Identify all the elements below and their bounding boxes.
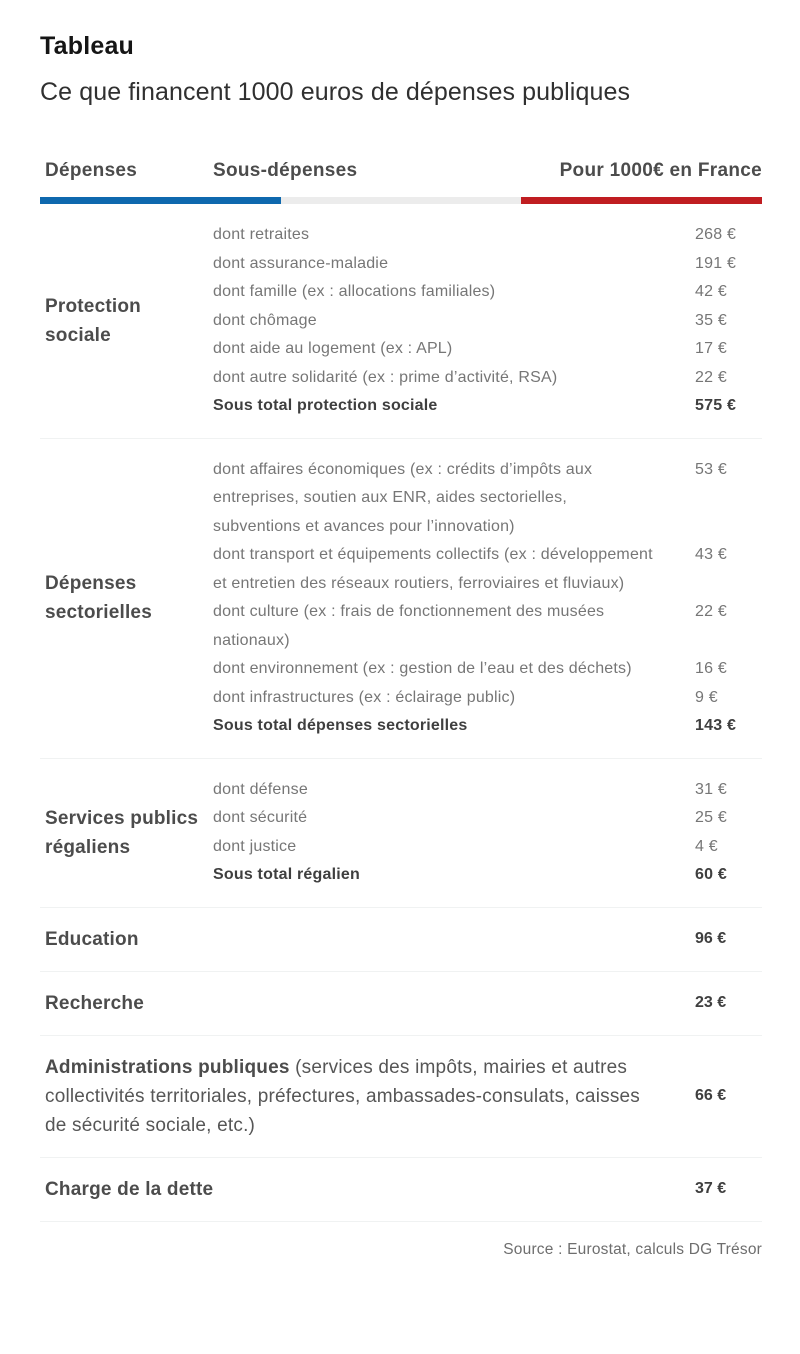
row-value: 17 €: [695, 340, 727, 357]
row-value: 22 €: [695, 603, 727, 620]
table-row: [213, 776, 762, 805]
table-graphic: [0, 32, 800, 1289]
row-value: 143 €: [695, 717, 737, 734]
row-value: 60 €: [695, 866, 727, 883]
row-label: Sous total protection sociale: [213, 397, 438, 414]
flag-red-segment: [521, 197, 762, 204]
table-row: [213, 307, 762, 336]
section-label: Services publics régaliens: [45, 807, 199, 858]
table-row: [213, 804, 762, 833]
page-subtitle: Ce que financent 1000 euros de dépenses publiques: [40, 78, 631, 106]
row-value: 4 €: [695, 837, 718, 855]
source-note: Source : Eurostat, calculs DG Trésor: [503, 1240, 762, 1258]
section-label: Protection sociale: [45, 295, 141, 346]
row-label: dont retraites: [213, 226, 310, 243]
row-value: 66 €: [695, 1086, 727, 1104]
row-value: 37 €: [695, 1179, 727, 1197]
row-label: dont culture (ex : frais de fonctionnement des musées nationaux): [213, 603, 605, 649]
row-value: 16 €: [695, 660, 727, 677]
row-value: 43 €: [695, 546, 727, 563]
table-row: [213, 598, 762, 655]
table-row: [213, 684, 762, 713]
flag-blue-segment: [40, 197, 281, 204]
row-label: dont transport et équipements collectifs (ex : développement et entretien des réseaux routiers, ferroviaires et fluviaux): [213, 546, 653, 592]
table-row: [213, 456, 762, 542]
row-label: dont affaires économiques (ex : crédits d’impôts aux entreprises, soutien aux ENR, aides sectorielles, subventions et avances pour l’innovation): [213, 460, 593, 535]
table-section: [40, 1036, 762, 1158]
table-section: [40, 908, 762, 972]
table-row: [213, 833, 762, 862]
table-body: [40, 204, 762, 1222]
table-section: [40, 759, 762, 908]
tricolor-bar: [40, 197, 762, 204]
table-row: [213, 392, 762, 421]
row-label: dont infrastructures (ex : éclairage public): [213, 688, 516, 706]
row-value: 575 €: [695, 397, 737, 414]
row-label: dont défense: [213, 780, 308, 798]
row-label: dont autre solidarité (ex : prime d’activité, RSA): [213, 368, 558, 386]
table-section: [40, 972, 762, 1036]
column-header-sous-depenses: Sous-dépenses: [213, 160, 358, 181]
row-label: Sous total régalien: [213, 866, 360, 883]
column-header-pour-1000: Pour 1000€ en France: [559, 160, 762, 181]
row-label: dont environnement (ex : gestion de l’eau et des déchets): [213, 660, 632, 677]
section-label: [40, 1053, 695, 1140]
table-row: [213, 655, 762, 684]
row-label: dont aide au logement (ex : APL): [213, 340, 453, 357]
table-row: [213, 541, 762, 598]
section-label: [40, 925, 695, 954]
section-label-strong: Charge de la dette: [45, 1178, 214, 1200]
table-header-row: [40, 160, 762, 182]
section-label-strong: Recherche: [45, 992, 144, 1014]
row-value: 42 €: [695, 283, 727, 300]
row-value: 191 €: [695, 254, 737, 272]
row-value: 53 €: [695, 460, 727, 478]
row-label: dont justice: [213, 837, 297, 855]
table-row: [213, 250, 762, 279]
section-rows: [213, 776, 762, 890]
table-row: [213, 861, 762, 890]
table-row: [213, 712, 762, 741]
section-label-suffix: (services des impôts, mairies et autres collectivités territoriales, préfectures, ambassades-consulats, caisses de sécurité sociale, etc.): [45, 1056, 640, 1136]
table-row: [213, 278, 762, 307]
section-label: [40, 989, 695, 1018]
row-label: dont sécurité: [213, 809, 308, 826]
table-row: [213, 221, 762, 250]
table-section: [40, 439, 762, 759]
row-value: 9 €: [695, 688, 718, 706]
section-label-strong: Education: [45, 928, 139, 950]
page-title: Tableau: [40, 32, 135, 60]
row-value: 25 €: [695, 809, 727, 826]
row-value: 268 €: [695, 226, 737, 243]
table-section: [40, 1158, 762, 1222]
section-label: Dépenses sectorielles: [45, 573, 152, 623]
row-label: dont chômage: [213, 311, 317, 329]
table-row: [213, 364, 762, 393]
flag-gray-segment: [281, 197, 522, 204]
row-value: 96 €: [695, 929, 727, 947]
row-value: 22 €: [695, 368, 727, 386]
column-header-depenses: Dépenses: [45, 160, 138, 181]
table-row: [213, 335, 762, 364]
row-label: dont assurance-maladie: [213, 254, 389, 272]
row-value: 35 €: [695, 311, 727, 329]
section-rows: [213, 456, 762, 741]
row-label: Sous total dépenses sectorielles: [213, 717, 468, 734]
row-value: 23 €: [695, 993, 727, 1011]
row-label: dont famille (ex : allocations familiales): [213, 283, 496, 300]
table-section: [40, 204, 762, 439]
section-rows: [213, 221, 762, 421]
section-label-strong: Administrations publiques: [45, 1056, 290, 1078]
section-label: [40, 1175, 695, 1204]
row-value: 31 €: [695, 780, 727, 798]
